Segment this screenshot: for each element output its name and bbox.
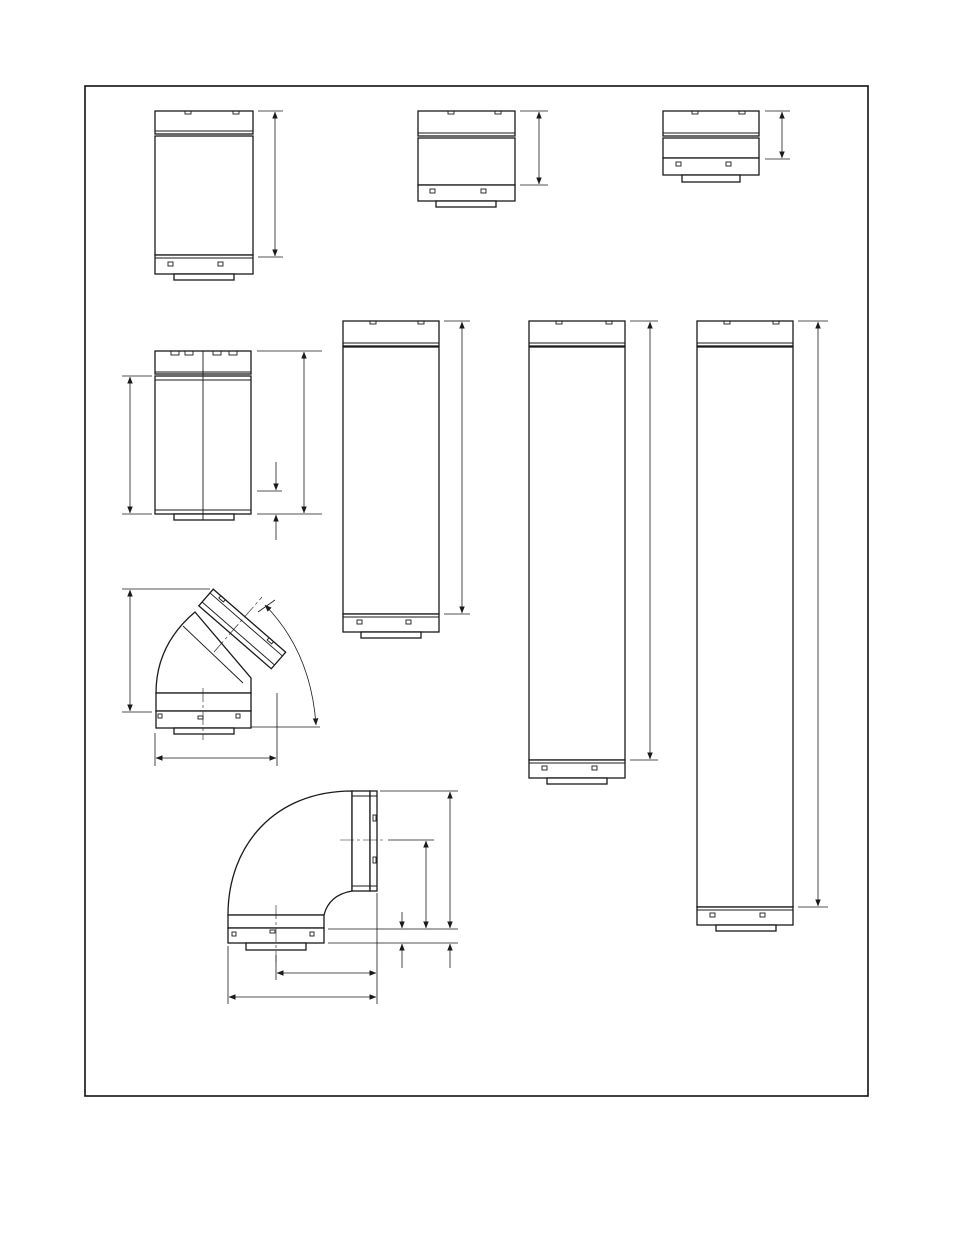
dimension-adjustable-pipe-inner	[122, 376, 152, 514]
dimension-adjustable-pipe-adjustment	[257, 462, 282, 540]
dimension-elbow-45-angle	[251, 600, 320, 727]
dimension-elbow-90-width	[228, 946, 376, 1004]
dimension-straight-pipe-length	[258, 111, 283, 257]
dimension-adjustable-pipe-overall	[257, 351, 322, 514]
dimension-extra-short-pipe-length	[765, 111, 790, 159]
dimension-short-pipe-length	[520, 111, 548, 185]
extra-short-straight-pipe	[663, 111, 759, 182]
dimension-long-pipe-length	[444, 321, 470, 614]
straight-pipe	[155, 111, 253, 280]
dimension-extra-long-pipe-length	[630, 321, 658, 760]
short-straight-pipe	[418, 111, 515, 207]
dimension-longest-pipe-length	[798, 321, 828, 907]
elbow-45-degree	[156, 589, 286, 740]
straight-pipe-extra-long	[529, 321, 625, 784]
elbow-90-degree	[228, 791, 386, 962]
straight-pipe-long	[343, 321, 439, 638]
dimension-elbow-90-collar	[328, 912, 458, 968]
straight-pipe-longest	[697, 321, 793, 931]
dimension-elbow-90-center-height	[388, 840, 434, 928]
adjustable-pipe	[155, 351, 251, 520]
